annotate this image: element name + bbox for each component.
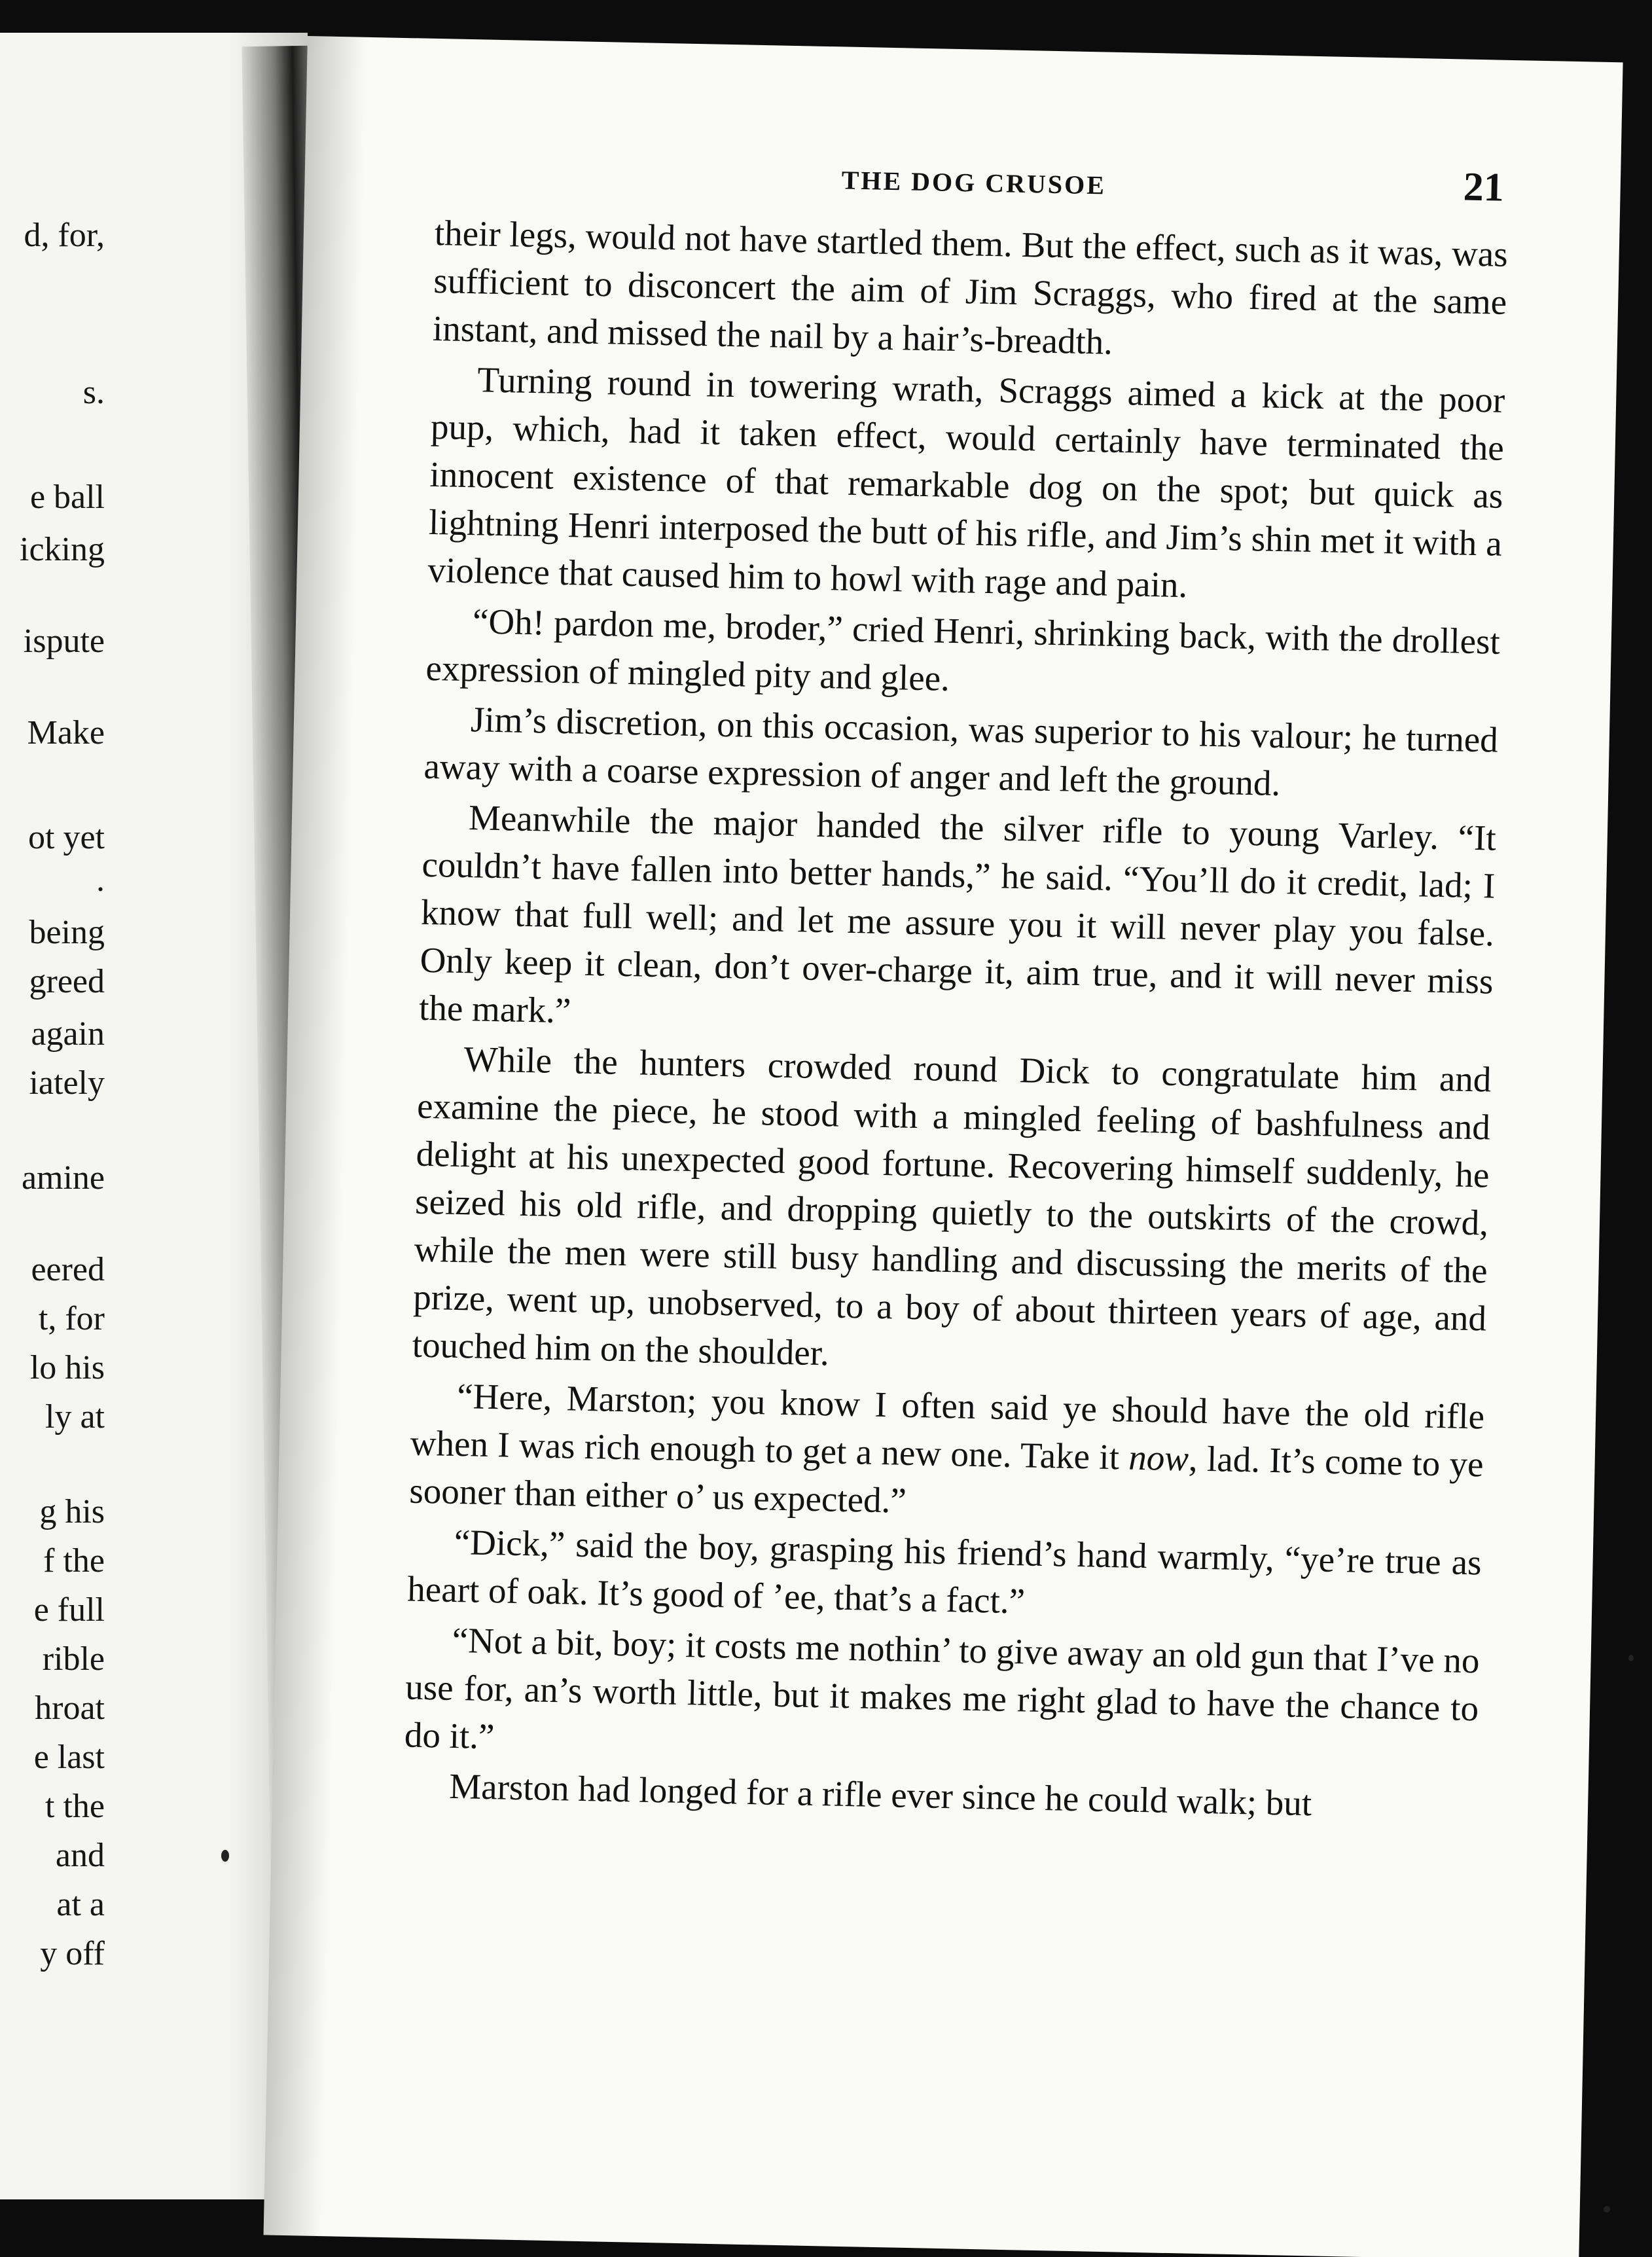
scan-speck [1628, 1655, 1634, 1661]
left-page-line-text: iately [29, 1064, 105, 1102]
left-page-line-text: amine [21, 1159, 105, 1197]
left-page-line-fragment [0, 1689, 105, 1727]
left-page-line-fragment [0, 1836, 105, 1875]
paragraph-with-italic [409, 1371, 1485, 1536]
paragraph: While the hunters crowded round Dick to congratulate him and examine the piece, he stood with a mingled feeling of bashfulness and delight at his unexpected good fortune. Recovering himself suddenly, he seized his old rifle, and dropping quietly to the outskirts of the crowd, while the men were still busy handling and discussing the merits of the prize, went up, unobserved, to a boy of about thirteen years of age, and touched him on the shoulder. [412, 1039, 1492, 1373]
left-page-line-fragment [0, 373, 105, 412]
paragraph: “Not a bit, boy; it costs me nothin’ to give away an old gun that I’ve no use for, an’s worth little, but it makes me right glad to have the chance to do it.” [404, 1619, 1481, 1757]
paragraph: Turning round in towering wrath, Scraggs aimed a kick at the poor pup, which, had it taken effect, would certainly have terminated the innocent existence of that remarkable dog on the spot; but quick as lightning Henri interposed the butt of his rifle, and Jim’s shin met it with a violence that caused him to howl with rage and pain. [427, 359, 1505, 605]
paragraph-text: , lad. It’s come to ye sooner than either o’ us expected.” [408, 1438, 1484, 1521]
body-text [403, 209, 1509, 1830]
left-page-line-fragment [0, 1542, 105, 1580]
paragraph-continued: their legs, would not have startled them. But the effect, such as it was, was sufficient to disconcert the aim of Jim Scraggs, who fired at the same instant, and missed the nail by a hair’s-breadth. [432, 212, 1509, 362]
paragraph: Meanwhile the major handed the silver rifle to young Varley. “It couldn’t have fallen into better hands,” he said. “You’ll do it credit, lad; I know that full well; and let me assure you it will never play you false. Only keep it clean, don’t over-charge it, aim true, and it will never miss the mark.” [418, 797, 1497, 1031]
left-page-line-fragment [0, 1064, 105, 1102]
left-page-line-fragment [0, 713, 105, 752]
left-page-line-fragment [0, 1159, 105, 1197]
paragraph: Jim’s discretion, on this occasion, was superior to his valour; he turned away with a coarse expression of anger and left the ground. [423, 699, 1499, 804]
page-number: 21 [1463, 164, 1505, 210]
running-head: THE DOG CRUSOE [841, 165, 1107, 200]
left-page-line-text: e full [33, 1591, 105, 1629]
left-page-line-fragment [0, 913, 105, 952]
left-page-line-text: eered [31, 1251, 105, 1288]
left-page-line-text: and [55, 1837, 105, 1874]
left-page-line-text: at a [56, 1886, 105, 1923]
scan-speck [1604, 2206, 1610, 2212]
left-page-line-fragment [0, 1015, 105, 1053]
left-page-line-fragment [0, 1398, 105, 1436]
left-page-line-fragment [0, 1591, 105, 1629]
left-page-line-fragment [0, 818, 105, 857]
left-page-line-fragment [0, 1299, 105, 1338]
left-page-line-text: again [31, 1015, 105, 1053]
left-page-line-fragment [0, 622, 105, 660]
italic-word: now [1128, 1437, 1189, 1479]
left-page-line-fragment [0, 1492, 105, 1531]
paragraph-text: “Here, Marston; you know I often said ye should have the old rifle when I was rich enough to get a new one. Take it [410, 1376, 1485, 1477]
left-page-line-text: ly at [45, 1398, 105, 1435]
left-page-line-text: Make [27, 714, 105, 751]
left-page-line-fragment [0, 530, 105, 569]
left-page-line-text: s. [82, 374, 105, 411]
left-page-line-fragment [0, 478, 105, 516]
left-page-line-text: ot yet [28, 819, 105, 856]
left-page-line-text: y off [40, 1935, 105, 1972]
left-page-line-fragment [0, 1787, 105, 1826]
left-page-line-text: being [29, 914, 105, 951]
left-page-line-text: rible [42, 1640, 105, 1678]
left-page-line-fragment [0, 1934, 105, 1973]
right-page [264, 36, 1623, 2257]
left-page-line-text: t the [45, 1788, 105, 1825]
left-page-line-fragment [0, 861, 105, 899]
left-page-line-text: hroat [35, 1689, 105, 1727]
left-page-line-fragment [0, 1250, 105, 1289]
left-page-line-text: g his [39, 1493, 105, 1530]
left-page-line-text: greed [29, 963, 105, 1000]
paragraph: “Oh! pardon me, broder,” cried Henri, shrinking back, with the drollest expression of mingled pity and glee. [425, 601, 1501, 698]
left-page-line-fragment [0, 1885, 105, 1924]
left-page-line-text: f the [43, 1542, 105, 1580]
left-page-line-text: e last [33, 1739, 105, 1776]
left-page-line-text: lo his [29, 1349, 105, 1386]
paragraph: Marston had longed for a rifle ever since he could walk; but [448, 1765, 1312, 1824]
scan-speck [221, 1850, 229, 1862]
left-page-line-text: ispute [23, 623, 105, 660]
left-page-line-fragment [0, 1738, 105, 1777]
paragraph: “Dick,” said the boy, grasping his friend’s hand warmly, “ye’re true as heart of oak. It’s good of ’ee, that’s a fact.” [406, 1521, 1482, 1621]
left-page-line-fragment [0, 216, 105, 255]
left-page-line-fragment [0, 1640, 105, 1678]
left-page-line-fragment [0, 962, 105, 1001]
left-page-line-fragment [0, 1348, 105, 1387]
left-page-line-text: . [96, 861, 105, 899]
left-page-line-text: t, for [38, 1300, 105, 1337]
left-page-line-text: d, for, [24, 217, 105, 254]
left-page-line-text: e ball [29, 478, 105, 516]
left-page-line-text: icking [20, 531, 105, 568]
